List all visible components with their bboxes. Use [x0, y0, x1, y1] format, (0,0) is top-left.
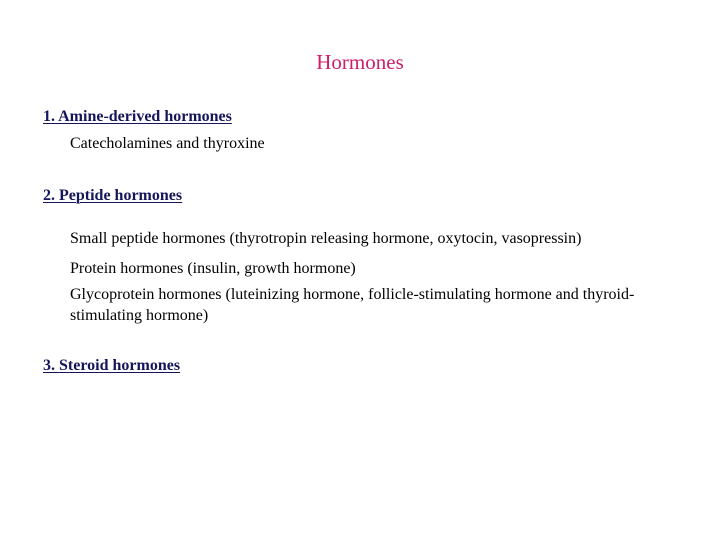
section-heading-steroid: 3. Steroid hormones [43, 357, 181, 374]
page-title: Hormones [316, 50, 404, 74]
section-heading-amine: 1. Amine-derived hormones [43, 108, 232, 125]
list-item-small-peptide: Small peptide hormones (thyrotropin releasing hormone, oxytocin, vasopressin) [70, 230, 582, 247]
list-item-catecholamines: Catecholamines and thyroxine [70, 135, 265, 152]
list-item-glycoprotein: Glycoprotein hormones (luteinizing hormone, follicle-stimulating hormone and thyroid-stimulating hormone) [70, 286, 635, 324]
section-heading-peptide: 2. Peptide hormones [43, 187, 183, 204]
list-item-protein: Protein hormones (insulin, growth hormone) [70, 260, 356, 277]
